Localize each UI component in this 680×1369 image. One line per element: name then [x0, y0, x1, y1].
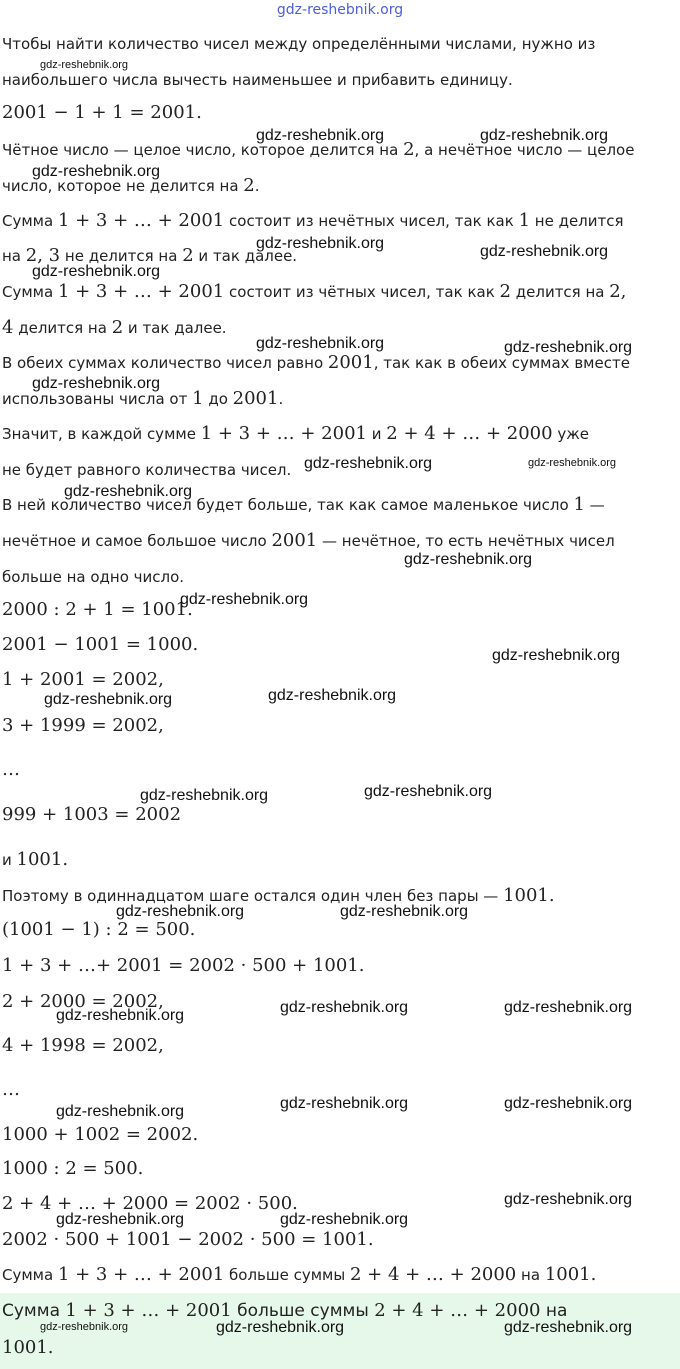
text-line: Сумма 1 + 3 + … + 2001 больше суммы 2 + 4 + … + 2000 на 1001. — [2, 1264, 597, 1285]
watermark: gdz-reshebnik.org — [44, 691, 173, 708]
watermark: gdz-reshebnik.org — [280, 1095, 409, 1112]
text-line: нечётное и самое большое число 2001 — нечётное, то есть нечётных чисел — [2, 530, 615, 551]
text-line: больше на одно число. — [2, 568, 185, 586]
math-line: 1 + 3 + …+ 2001 = 2002 · 500 + 1001. — [2, 955, 365, 976]
watermark: gdz-reshebnik.org — [364, 783, 493, 800]
watermark: gdz-reshebnik.org — [64, 483, 193, 500]
math-line: 2000 : 2 + 1 = 1001. — [2, 599, 193, 620]
watermark: gdz-reshebnik.org — [528, 457, 617, 469]
watermark: gdz-reshebnik.org — [404, 551, 533, 568]
text-line: Сумма 1 + 3 + … + 2001 состоит из нечётных чисел, так как 1 не делится — [2, 210, 624, 231]
watermark: gdz-reshebnik.org — [504, 999, 633, 1016]
watermark: gdz-reshebnik.org — [32, 163, 161, 180]
watermark: gdz-reshebnik.org — [340, 903, 469, 920]
math-line: 2002 · 500 + 1001 − 2002 · 500 = 1001. — [2, 1229, 374, 1250]
text-line: и 1001. — [2, 849, 69, 870]
text-line: на 2, 3 не делится на 2 и так далее. — [2, 245, 298, 266]
math-line: 4 + 1998 = 2002, — [2, 1035, 164, 1056]
watermark: gdz-reshebnik.org — [40, 59, 129, 71]
watermark: gdz-reshebnik.org — [504, 1319, 633, 1336]
watermark: gdz-reshebnik.org — [256, 235, 385, 252]
watermark: gdz-reshebnik.org — [32, 375, 161, 392]
text-line: Поэтому в одиннадцатом шаге остался один член без пары — 1001. — [2, 885, 555, 906]
watermark: gdz-reshebnik.org — [56, 1103, 185, 1120]
math-line: 3 + 1999 = 2002, — [2, 715, 164, 736]
math-line: 2001 − 1001 = 1000. — [2, 634, 199, 655]
watermark: gdz-reshebnik.org — [280, 999, 409, 1016]
answer-line: 1001. — [2, 1337, 54, 1358]
watermark: gdz-reshebnik.org — [140, 787, 269, 804]
text-line: 4 делится на 2 и так далее. — [2, 317, 227, 338]
watermark: gdz-reshebnik.org — [304, 455, 433, 472]
text-line: наибольшего числа вычесть наименьшее и прибавить единицу. — [2, 71, 513, 89]
watermark: gdz-reshebnik.org — [256, 335, 385, 352]
text-line: использованы числа от 1 до 2001. — [2, 388, 284, 409]
math-line: 2 + 4 + … + 2000 = 2002 · 500. — [2, 1193, 298, 1214]
watermark: gdz-reshebnik.org — [32, 263, 161, 280]
watermark: gdz-reshebnik.org — [40, 1321, 129, 1333]
text-line: В обеих суммах количество чисел равно 2001, так как в обеих суммах вместе — [2, 352, 630, 373]
watermark: gdz-reshebnik.org — [216, 1319, 345, 1336]
math-line: 2001 − 1 + 1 = 2001. — [2, 102, 202, 123]
math-line: … — [2, 1079, 20, 1100]
watermark: gdz-reshebnik.org — [256, 127, 385, 144]
answer-line: Сумма 1 + 3 + … + 2001 больше суммы 2 + 4 + … + 2000 на — [2, 1300, 568, 1321]
math-line: 2 + 2000 = 2002, — [2, 991, 164, 1012]
watermark: gdz-reshebnik.org — [480, 127, 609, 144]
math-line: (1001 − 1) : 2 = 500. — [2, 919, 196, 940]
watermark: gdz-reshebnik.org — [504, 339, 633, 356]
watermark: gdz-reshebnik.org — [180, 591, 309, 608]
text-line: число, которое не делится на 2. — [2, 175, 260, 196]
math-line: … — [2, 759, 20, 780]
text-line: Чтобы найти количество чисел между определёнными числами, нужно из — [2, 35, 596, 53]
watermark: gdz-reshebnik.org — [116, 903, 245, 920]
watermark: gdz-reshebnik.org — [504, 1095, 633, 1112]
text-line: Сумма 1 + 3 + … + 2001 состоит из чётных чисел, так как 2 делится на 2, — [2, 281, 627, 302]
text-line: Чётное число — целое число, которое делится на 2, а нечётное число — целое — [2, 139, 635, 160]
watermark: gdz-reshebnik.org — [56, 1007, 185, 1024]
math-line: 1 + 2001 = 2002, — [2, 669, 164, 690]
watermark: gdz-reshebnik.org — [480, 243, 609, 260]
text-line: не будет равного количества чисел. — [2, 461, 292, 479]
watermark: gdz-reshebnik.org — [492, 647, 621, 664]
math-line: 1000 + 1002 = 2002. — [2, 1124, 199, 1145]
site-header[interactable]: gdz-reshebnik.org — [276, 2, 404, 18]
watermark: gdz-reshebnik.org — [280, 1211, 409, 1228]
text-line: В ней количество чисел будет больше, так как самое маленькое число 1 — — [2, 494, 605, 515]
math-line: 999 + 1003 = 2002 — [2, 804, 182, 825]
text-line: Значит, в каждой сумме 1 + 3 + … + 2001 и 2 + 4 + … + 2000 уже — [2, 423, 589, 444]
math-line: 1000 : 2 = 500. — [2, 1158, 144, 1179]
watermark: gdz-reshebnik.org — [268, 687, 397, 704]
watermark: gdz-reshebnik.org — [56, 1211, 185, 1228]
watermark: gdz-reshebnik.org — [504, 1191, 633, 1208]
